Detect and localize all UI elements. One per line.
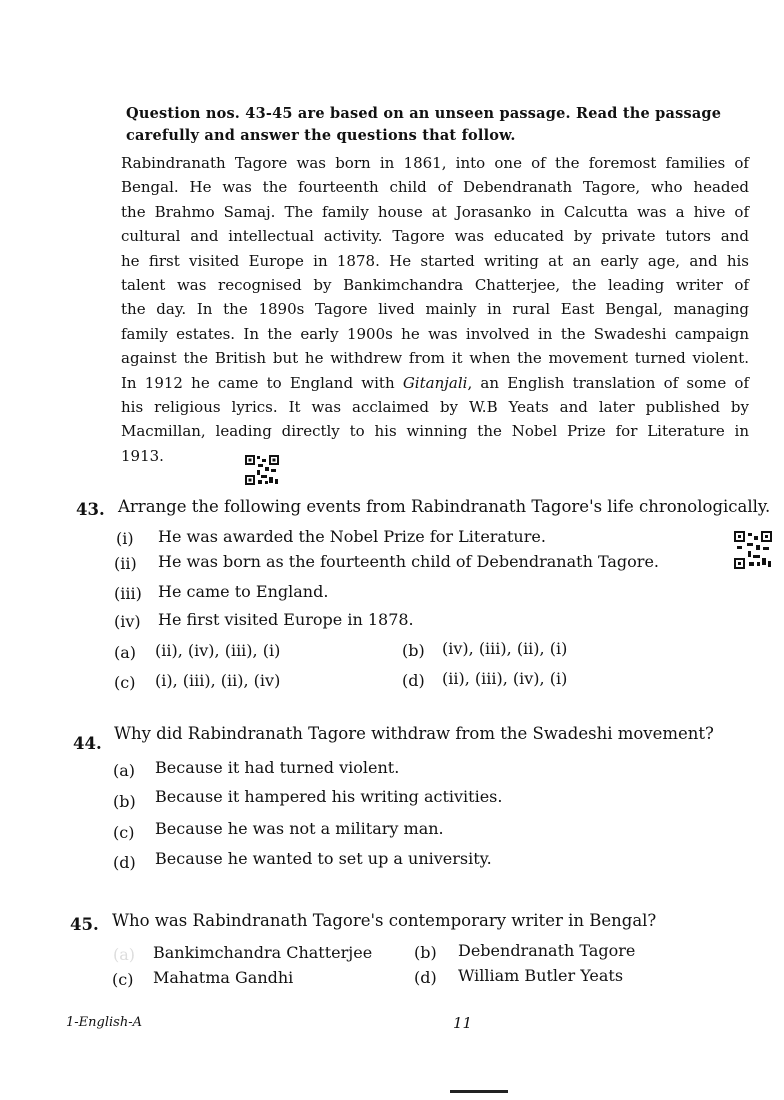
option-label: (a)	[113, 761, 136, 780]
option-c[interactable]: (i), (iii), (ii), (iv)	[155, 671, 281, 690]
question-text: Arrange the following events from Rabindranath Tagore's life chronologically.	[118, 497, 771, 516]
option-b[interactable]: Because it hampered his writing activities.	[155, 787, 503, 806]
qr-code-icon	[245, 455, 279, 485]
event-text: He came to England.	[158, 582, 329, 601]
option-a[interactable]: Because it had turned violent.	[155, 758, 400, 777]
option-label: (d)	[402, 671, 425, 690]
passage-line: against the British but he withdrew from it when the movement turned violent.	[121, 349, 749, 368]
event-label: (iii)	[114, 584, 142, 603]
option-label: (c)	[112, 970, 134, 989]
option-d[interactable]: Because he wanted to set up a university.	[155, 849, 492, 868]
option-label: (a)	[113, 945, 136, 964]
passage-line: Rabindranath Tagore was born in 1861, into one of the foremost families of	[121, 154, 749, 172]
paper-code: 1-English-A	[66, 1015, 142, 1030]
event-text: He was awarded the Nobel Prize for Literature.	[158, 527, 546, 546]
passage-line: talent was recognised by Bankimchandra Chatterjee, the leading writer of	[121, 275, 749, 294]
passage-line: the Brahmo Samaj. The family house at Jorasanko in Calcutta was a hive of	[121, 202, 749, 221]
option-c[interactable]: Mahatma Gandhi	[153, 968, 294, 987]
passage-line: his religious lyrics. It was acclaimed by W.B Yeats and later published by	[121, 397, 749, 416]
event-label: (i)	[116, 529, 134, 548]
passage-line: cultural and intellectual activity. Tagore was educated by private tutors and	[121, 227, 749, 246]
passage-line: the day. In the 1890s Tagore lived mainly in rural East Bengal, managing	[121, 300, 749, 319]
question-number: 43.	[76, 500, 105, 519]
option-label: (c)	[113, 823, 135, 842]
event-label: (iv)	[114, 612, 141, 631]
passage-line: 1913.	[121, 446, 164, 465]
option-label: (b)	[414, 943, 437, 962]
page-edge-mark	[450, 1090, 508, 1093]
option-label: (b)	[402, 641, 425, 660]
question-text: Who was Rabindranath Tagore's contemporary writer in Bengal?	[112, 911, 657, 930]
option-a[interactable]: Bankimchandra Chatterjee	[153, 943, 373, 962]
question-text: Why did Rabindranath Tagore withdraw from the Swadeshi movement?	[114, 724, 714, 743]
option-label: (a)	[114, 643, 137, 662]
option-c[interactable]: Because he was not a military man.	[155, 819, 444, 838]
option-a[interactable]: (ii), (iv), (iii), (i)	[155, 641, 281, 660]
passage-instruction: Question nos. 43-45 are based on an unseen passage. Read the passage carefully and answer the questions that follow.	[126, 105, 722, 144]
option-b[interactable]: Debendranath Tagore	[458, 941, 636, 960]
option-label: (c)	[114, 673, 136, 692]
question-number: 45.	[70, 915, 99, 934]
event-text: He was born as the fourteenth child of Debendranath Tagore.	[158, 552, 659, 571]
option-label: (d)	[113, 853, 136, 872]
passage-line: he first visited Europe in 1878. He started writing at an early age, and his	[121, 251, 749, 270]
event-text: He first visited Europe in 1878.	[158, 610, 414, 629]
qr-code-icon	[734, 531, 772, 569]
option-label: (d)	[414, 968, 437, 987]
option-d[interactable]: (ii), (iii), (iv), (i)	[442, 669, 568, 688]
page-number: 11	[453, 1014, 473, 1032]
passage-line: In 1912 he came to England with Gitanjali, an English translation of some of	[121, 373, 749, 392]
passage-line: Macmillan, leading directly to his winning the Nobel Prize for Literature in	[121, 422, 749, 441]
unseen-passage	[121, 151, 749, 468]
option-b[interactable]: (iv), (iii), (ii), (i)	[442, 639, 568, 658]
question-number: 44.	[73, 734, 102, 753]
event-label: (ii)	[114, 554, 137, 573]
passage-line: Bengal. He was the fourteenth child of Debendranath Tagore, who headed	[121, 178, 749, 197]
option-label: (b)	[113, 792, 136, 811]
option-d[interactable]: William Butler Yeats	[458, 966, 624, 985]
passage-line: family estates. In the early 1900s he was involved in the Swadeshi campaign	[121, 324, 749, 343]
